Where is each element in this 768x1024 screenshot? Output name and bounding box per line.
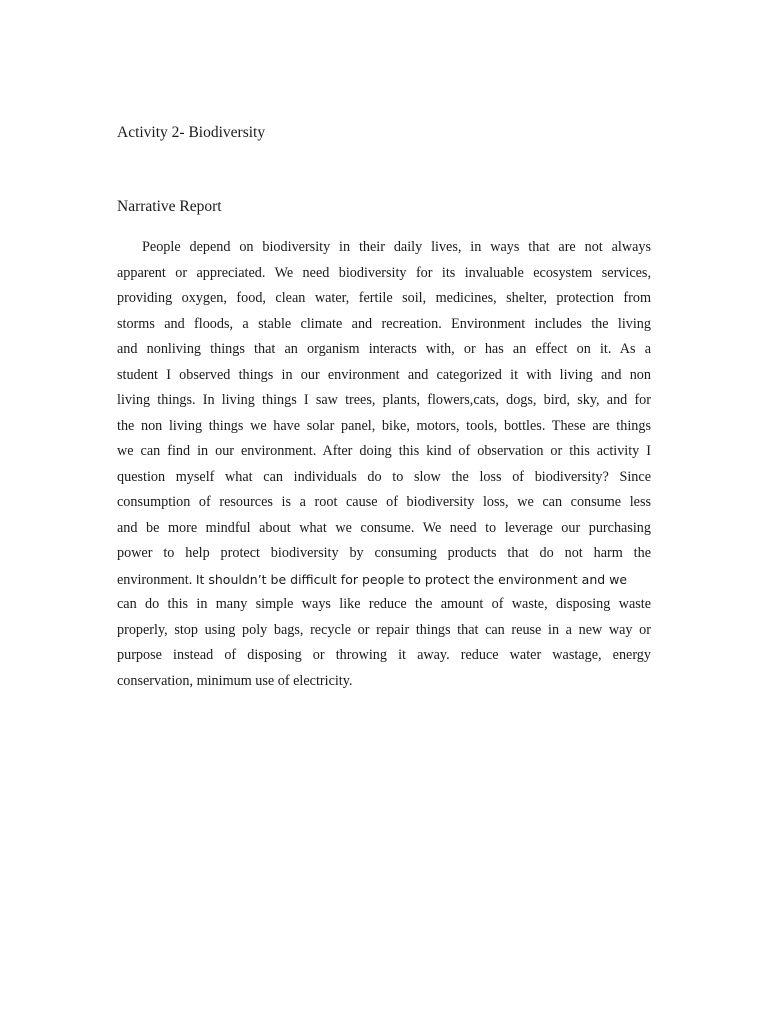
- paragraph-line: consumption of resources is a root cause of biodiversity loss, we can consume less: [117, 494, 651, 510]
- paragraph-line: storms and floods, a stable climate and recreation. Environment includes the living: [117, 315, 651, 332]
- paragraph-line: power to help protect biodiversity by consuming products that do not harm the: [117, 545, 651, 561]
- paragraph-line: the non living things we have solar panel, bike, motors, tools, bottles. These are things: [117, 417, 651, 434]
- narrative-paragraph: [117, 235, 651, 694]
- paragraph-line: purpose instead of disposing or throwing it away. reduce water wastage, energy: [117, 647, 651, 663]
- paragraph-line: student I observed things in our environment and categorized it with living and non: [117, 366, 651, 383]
- document-subtitle: Narrative Report: [117, 198, 222, 215]
- paragraph-line: living things. In living things I saw trees, plants, flowers,cats, dogs, bird, sky, and for: [117, 392, 651, 408]
- paragraph-line: [117, 235, 651, 261]
- paragraph-line-text: People depend on biodiversity in their daily lives, in ways that are not always: [142, 239, 651, 255]
- paragraph-line-mixed: [117, 567, 651, 593]
- paragraph-line: providing oxygen, food, clean water, fertile soil, medicines, shelter, protection from: [117, 290, 651, 306]
- paragraph-line-segment: environment.: [117, 571, 193, 588]
- paragraph-line: and be more mindful about what we consume. We need to leverage our purchasing: [117, 519, 651, 536]
- paragraph-line: conservation, minimum use of electricity.: [117, 672, 353, 689]
- paragraph-line: apparent or appreciated. We need biodiversity for its invaluable ecosystem services,: [117, 264, 651, 281]
- paragraph-line: can do this in many simple ways like reduce the amount of waste, disposing waste: [117, 596, 651, 612]
- paragraph-line: we can find in our environment. After doing this kind of observation or this activity I: [117, 443, 651, 459]
- paragraph-line: question myself what can individuals do to slow the loss of biodiversity? Since: [117, 468, 651, 485]
- document-title: Activity 2- Biodiversity: [117, 124, 266, 141]
- paragraph-line: properly, stop using poly bags, recycle or repair things that can reuse in a new way or: [117, 621, 651, 638]
- paragraph-line: and nonliving things that an organism interacts with, or has an effect on it. As a: [117, 341, 651, 357]
- paragraph-line-segment-alt-font: It shouldn’t be difficult for people to protect the environment and we: [195, 571, 628, 587]
